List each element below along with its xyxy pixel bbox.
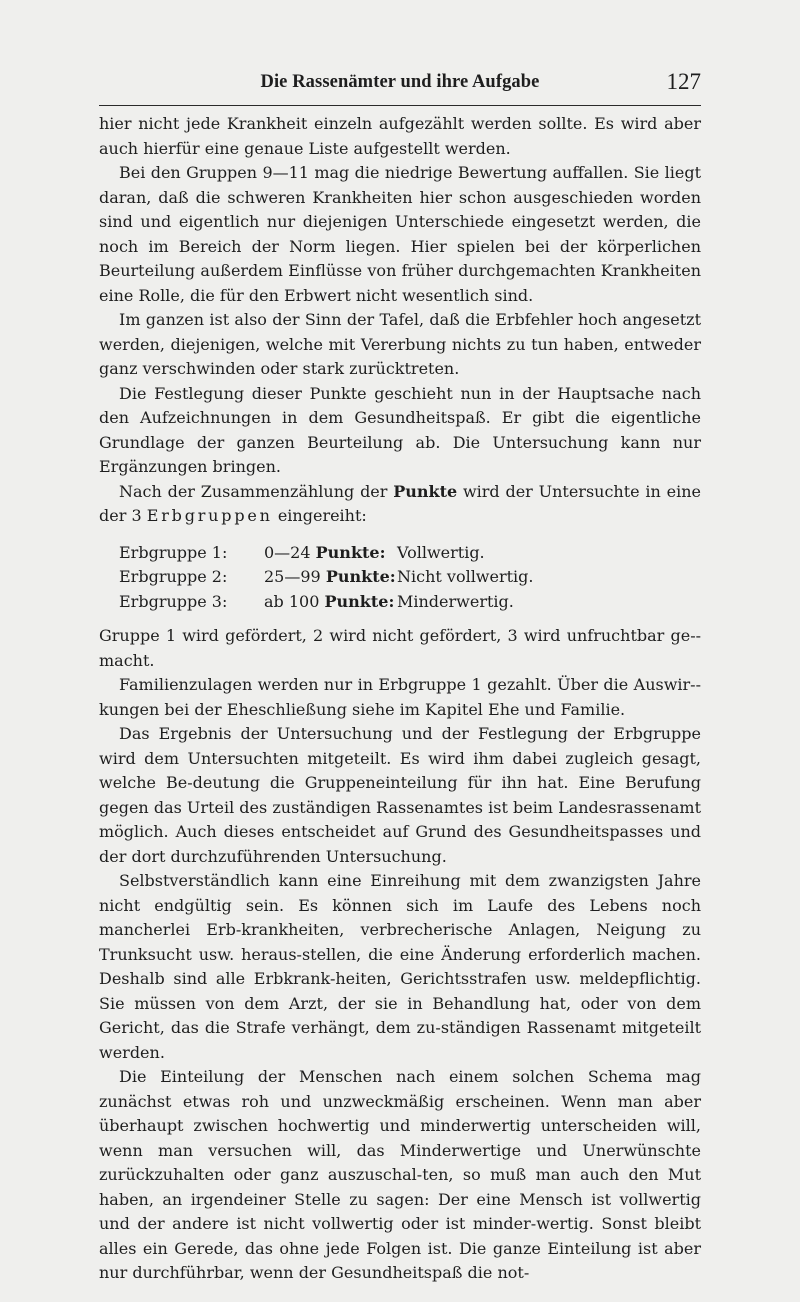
rating-cell: Vollwertig. xyxy=(397,542,485,562)
range-value: 25—99 xyxy=(264,567,321,586)
body-text xyxy=(99,112,701,1286)
table-row xyxy=(119,590,534,615)
intro-bold-term: Punkte xyxy=(393,481,458,501)
intro-spaced-term: Erbgruppen xyxy=(146,506,273,525)
page-number: 127 xyxy=(666,69,701,94)
points-cell xyxy=(264,565,397,590)
group-cell: Erbgruppe 3: xyxy=(119,591,228,611)
group-cell: Erbgruppe 1: xyxy=(119,542,228,562)
paragraph: Das Ergebnis der Untersuchung und der Festlegung der Erbgruppe wird dem Untersuchten mitgeteilt. Es wird ihm dabei zugleich gesagt, welche Be-deutung die Gruppeneinteilung für ihn hat. Eine Berufung gegen das Urteil des zuständigen Rassenamtes ist beim Landesrassenamt möglich. Auch dieses entscheidet auf Grund des Gesundheitspasses und der dort durchzuführenden Untersuchung. xyxy=(99,724,701,866)
paragraph: hier nicht jede Krankheit einzeln aufgezählt werden sollte. Es wird aber auch hierfür eine genaue Liste aufgestellt werden. xyxy=(99,114,701,158)
points-cell xyxy=(264,590,397,615)
table-row xyxy=(119,565,534,590)
intro-text: eingereiht: xyxy=(272,506,367,525)
intro-text: wird der Untersuchte in eine der 3 xyxy=(99,481,701,525)
classification-intro xyxy=(99,480,701,529)
range-value: 0—24 xyxy=(264,542,311,562)
paragraph: Bei den Gruppen 9—11 mag die niedrige Bewertung auffallen. Sie liegt daran, daß die schweren Krankheiten hier schon ausgeschieden worden sind und eigentlich nur diejenigen Unterschiede eingesetzt werden, die noch im Bereich der Norm liegen. Hier spielen bei der körperlichen Beurteilung außerdem Einflüsse von früher durchgemachten Krankheiten eine Rolle, die für den Erbwert nicht wesentlich sind. xyxy=(99,163,701,305)
group-cell: Erbgruppe 2: xyxy=(119,567,228,586)
rating-cell: Nicht vollwertig. xyxy=(397,567,534,586)
paragraph: Die Einteilung der Menschen nach einem solchen Schema mag zunächst etwas roh und unzweckmäßig erscheinen. Wenn man aber überhaupt zwischen hochwertig und minderwertig unterscheiden will, wenn man versuchen will, das Minderwertige und Unerwünschte zurückzuhalten oder ganz auszuschal-ten, so muß man auch den Mut haben, an irgendeiner Stelle zu sagen: Der eine Mensch ist vollwertig und der andere ist nicht vollwertig oder ist minder-wertig. Sonst bleibt alles ein Gerede, das ohne jede Folgen ist. Die ganze Einteilung ist aber nur durchführbar, wenn der Gesundheitspaß die not- xyxy=(99,1067,701,1282)
points-unit: Punkte: xyxy=(315,542,386,562)
erbgruppen-table xyxy=(119,541,534,615)
running-title: Die Rassenämter und ihre Aufgabe xyxy=(260,72,540,92)
paragraph: Im ganzen ist also der Sinn der Tafel, daß die Erbfehler hoch angesetzt werden, diejenigen, welche mit Vererbung nichts zu tun haben, entweder ganz verschwinden oder stark zurücktreten. xyxy=(99,310,701,378)
points-cell xyxy=(264,541,397,566)
table-row xyxy=(119,541,534,566)
rating-cell: Minderwertig. xyxy=(397,591,514,611)
paragraph: Selbstverständlich kann eine Einreihung mit dem zwanzigsten Jahre nicht endgültig sein. Es können sich im Laufe des Lebens noch mancherlei Erb-krankheiten, verbrecherische Anlagen, Neigung zu Trunksucht usw. heraus-stellen, die eine Änderung erforderlich machen. Deshalb sind alle Erbkrank-heiten, Gerichtsstrafen usw. meldepflichtig. Sie müssen von dem Arzt, der sie in Behandlung hat, oder von dem Gericht, das die Strafe verhängt, dem zu-ständigen Rassenamt mitgeteilt werden. xyxy=(99,871,701,1062)
intro-text: Nach der Zusammenzählung der xyxy=(119,481,394,501)
paragraph: Gruppe 1 wird gefördert, 2 wird nicht gefördert, 3 wird unfruchtbar ge-macht. xyxy=(99,626,701,670)
range-value: ab 100 xyxy=(264,591,320,611)
paragraph: Die Festlegung dieser Punkte geschieht nun in der Hauptsache nach den Aufzeichnungen in dem Gesundheitspaß. Er gibt die eigentliche Grundlage der ganzen Beurteilung ab. Die Untersuchung kann nur Ergänzungen bringen. xyxy=(99,383,701,476)
paragraph: Familienzulagen werden nur in Erbgruppe 1 gezahlt. Über die Auswir-kungen bei der Eheschließung siehe im Kapitel Ehe und Familie. xyxy=(99,675,701,719)
points-unit: Punkte: xyxy=(325,567,396,586)
running-header xyxy=(99,69,701,102)
points-unit: Punkte: xyxy=(324,591,395,611)
header-rule xyxy=(99,105,701,106)
